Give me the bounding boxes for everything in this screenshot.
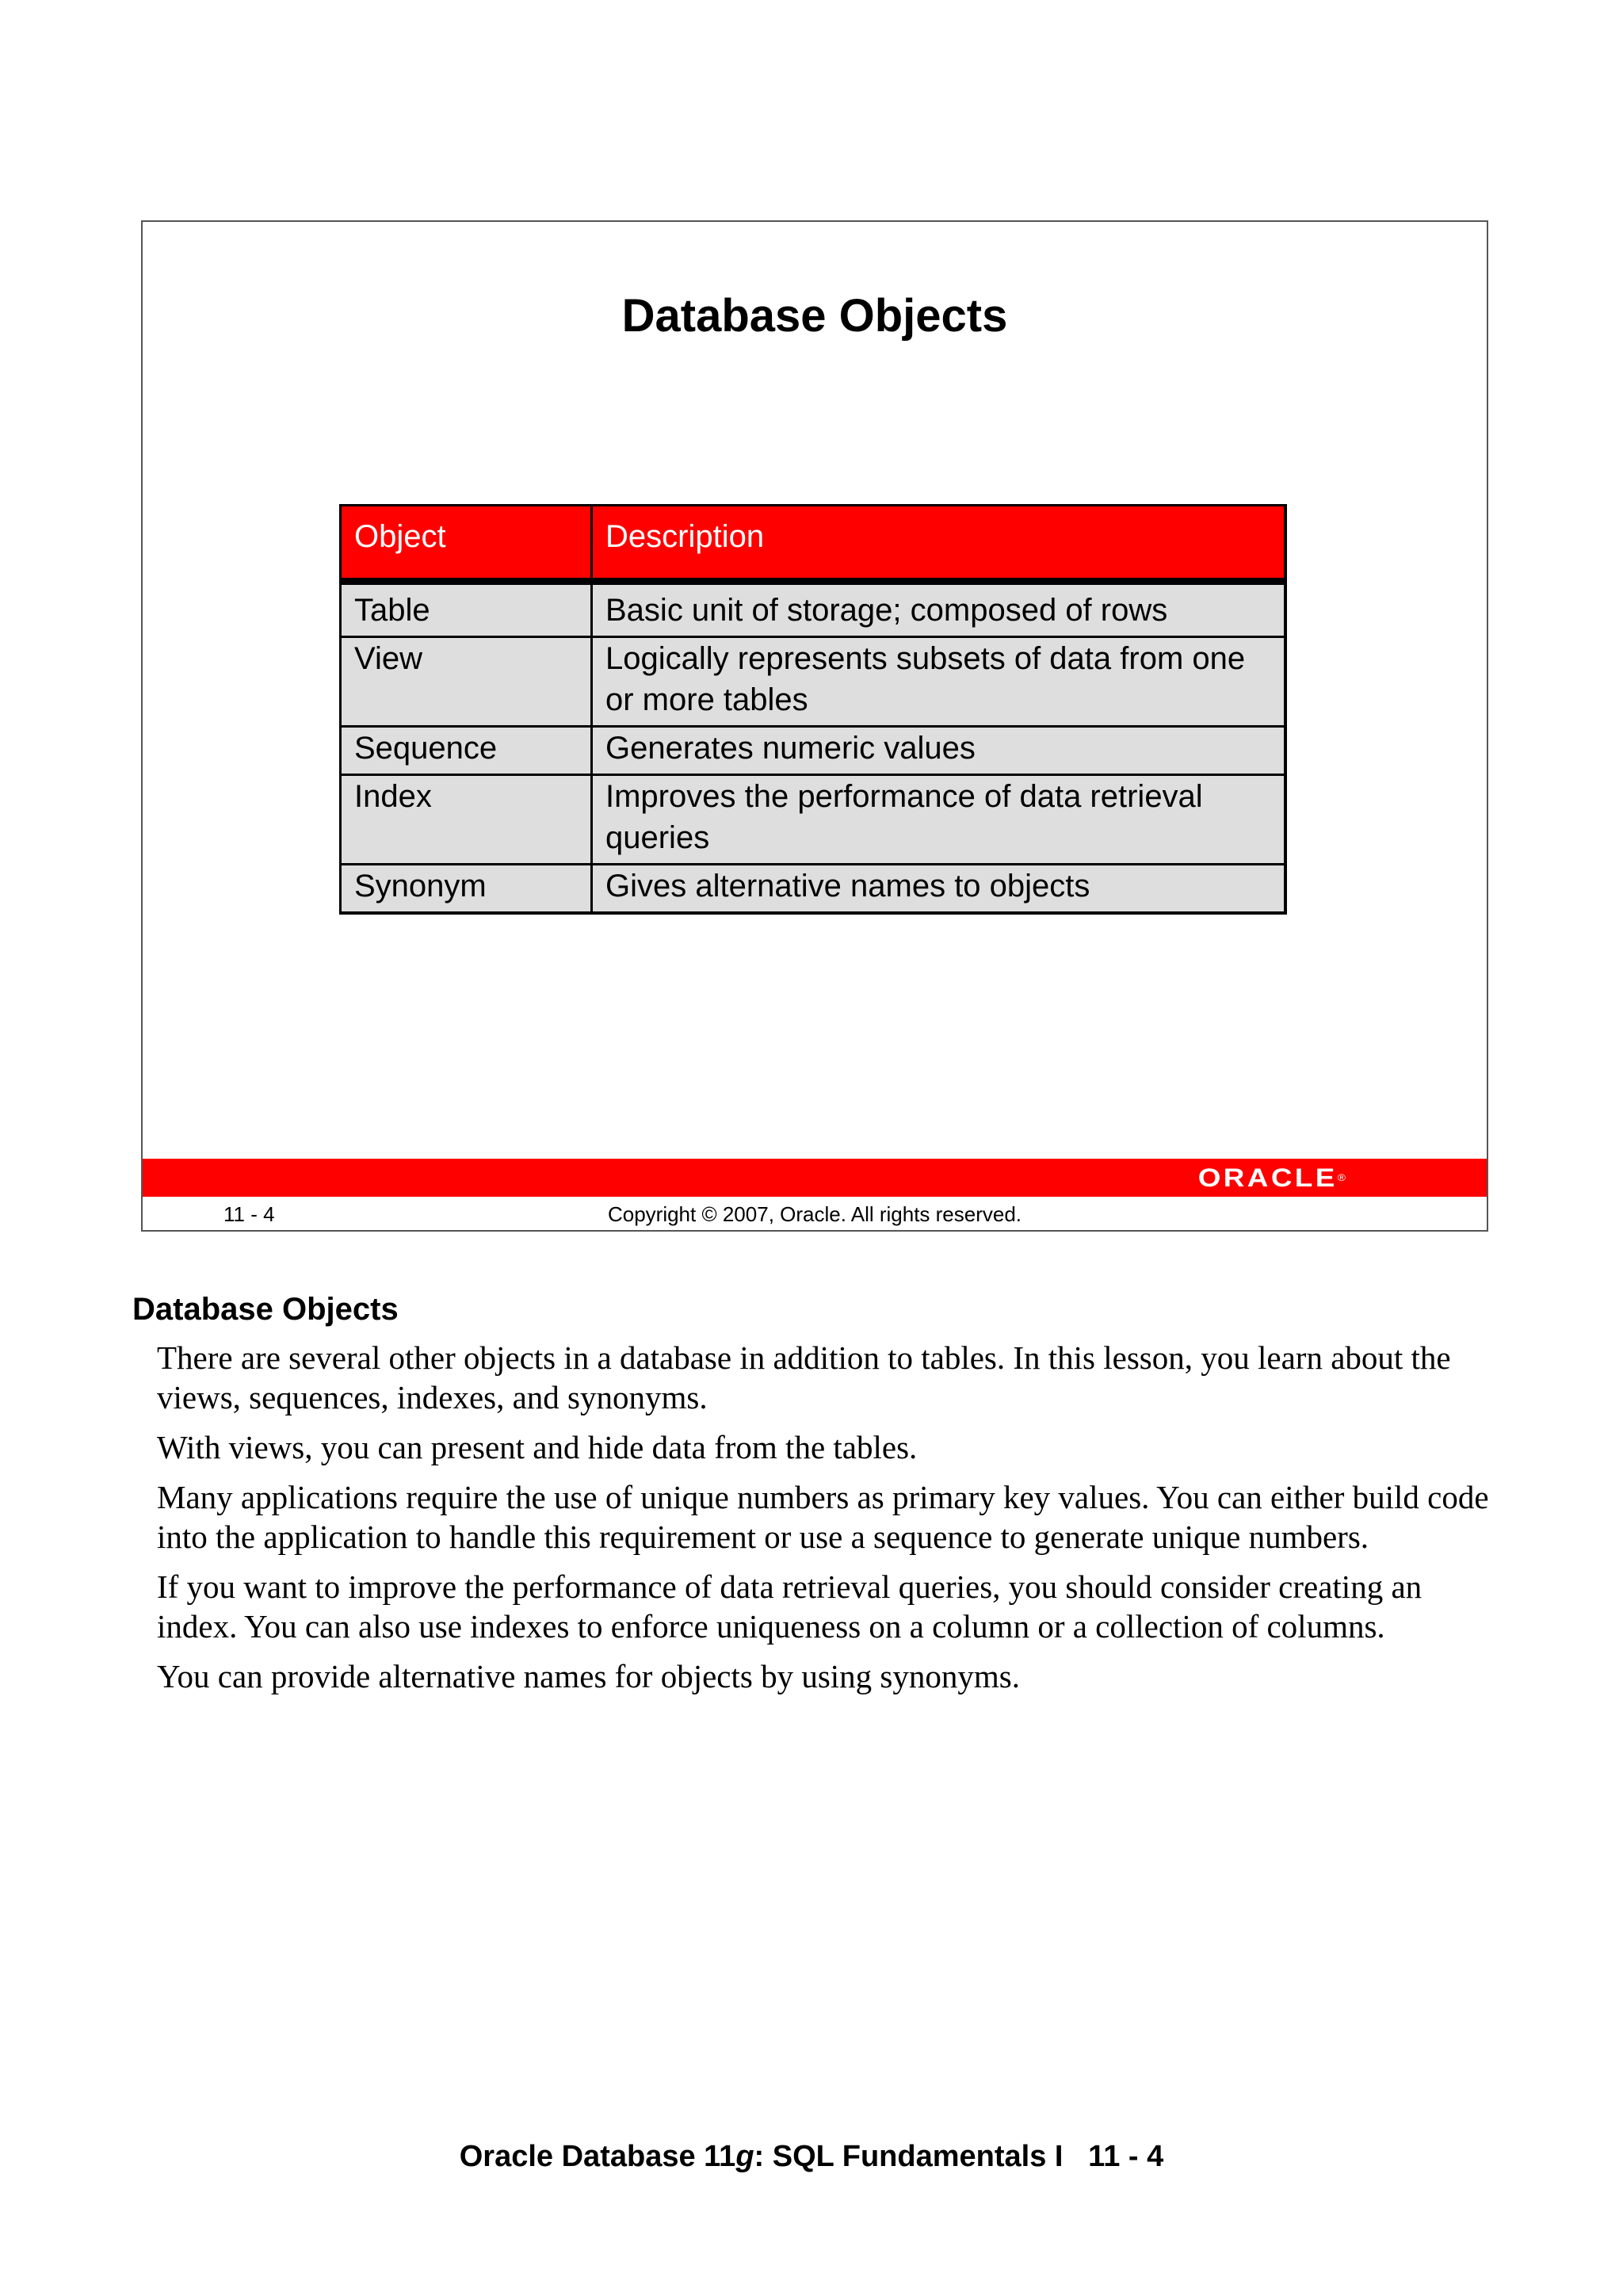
header-description: Description <box>590 504 1287 582</box>
table-header-row <box>339 504 1287 582</box>
slide-title: Database Objects <box>621 290 1008 342</box>
notes-heading: Database Objects <box>132 1292 399 1327</box>
registered-mark: ® <box>1337 1172 1346 1183</box>
notes-paragraph: If you want to improve the performance of data retrieval queries, you should consider creating an index. You can also use indexes to enforce uniqueness on a column or a collection of columns. <box>157 1568 1423 1645</box>
oracle-logo <box>1198 1164 1346 1191</box>
oracle-logo-text: ORACLE <box>1197 1163 1338 1192</box>
description-cell: Logically represents subsets of data from one or more tables <box>590 638 1287 728</box>
table-row <box>339 638 1287 728</box>
course-title-prefix: Oracle Database 11 <box>459 2140 736 2173</box>
notes-paragraph: Many applications require the use of unique numbers as primary key values. You can either build code into the application to handle this requirement or use a sequence to generate unique numbers. <box>157 1479 1489 1555</box>
copyright-text: Copyright © 2007, Oracle. All rights reserved. <box>607 1202 1022 1226</box>
table-row <box>339 865 1287 915</box>
description-cell: Basic unit of storage; composed of rows <box>590 582 1287 638</box>
table-row <box>339 728 1287 776</box>
slide-frame <box>141 220 1488 1232</box>
page-footer <box>0 2138 1623 2175</box>
table-row <box>339 582 1287 638</box>
header-object: Object <box>339 504 590 582</box>
description-cell: Gives alternative names to objects <box>590 865 1287 915</box>
database-objects-table <box>339 504 1287 915</box>
table-row <box>339 776 1287 865</box>
notes-paragraph: You can provide alternative names for objects by using synonyms. <box>157 1658 1020 1694</box>
description-cell: Improves the performance of data retrieval queries <box>590 776 1287 865</box>
slide-page-number: 11 - 4 <box>223 1202 275 1226</box>
object-cell: Index <box>339 776 590 865</box>
slide-footer <box>143 1197 1487 1232</box>
description-cell: Generates numeric values <box>590 728 1287 776</box>
notes-paragraph: There are several other objects in a database in addition to tables. In this lesson, you learn about the views, sequences, indexes, and synonyms. <box>157 1339 1451 1415</box>
page-footer-number: 11 - 4 <box>1088 2140 1164 2173</box>
object-cell: Synonym <box>339 865 590 915</box>
course-title-suffix: : SQL Fundamentals I <box>754 2140 1064 2173</box>
notes-paragraph: With views, you can present and hide data from the tables. <box>157 1429 918 1465</box>
course-title-g: g <box>735 2140 754 2173</box>
notes-body <box>157 1338 1496 1706</box>
footer-red-band <box>143 1159 1487 1197</box>
object-cell: View <box>339 638 590 728</box>
object-cell: Table <box>339 582 590 638</box>
object-cell: Sequence <box>339 728 590 776</box>
